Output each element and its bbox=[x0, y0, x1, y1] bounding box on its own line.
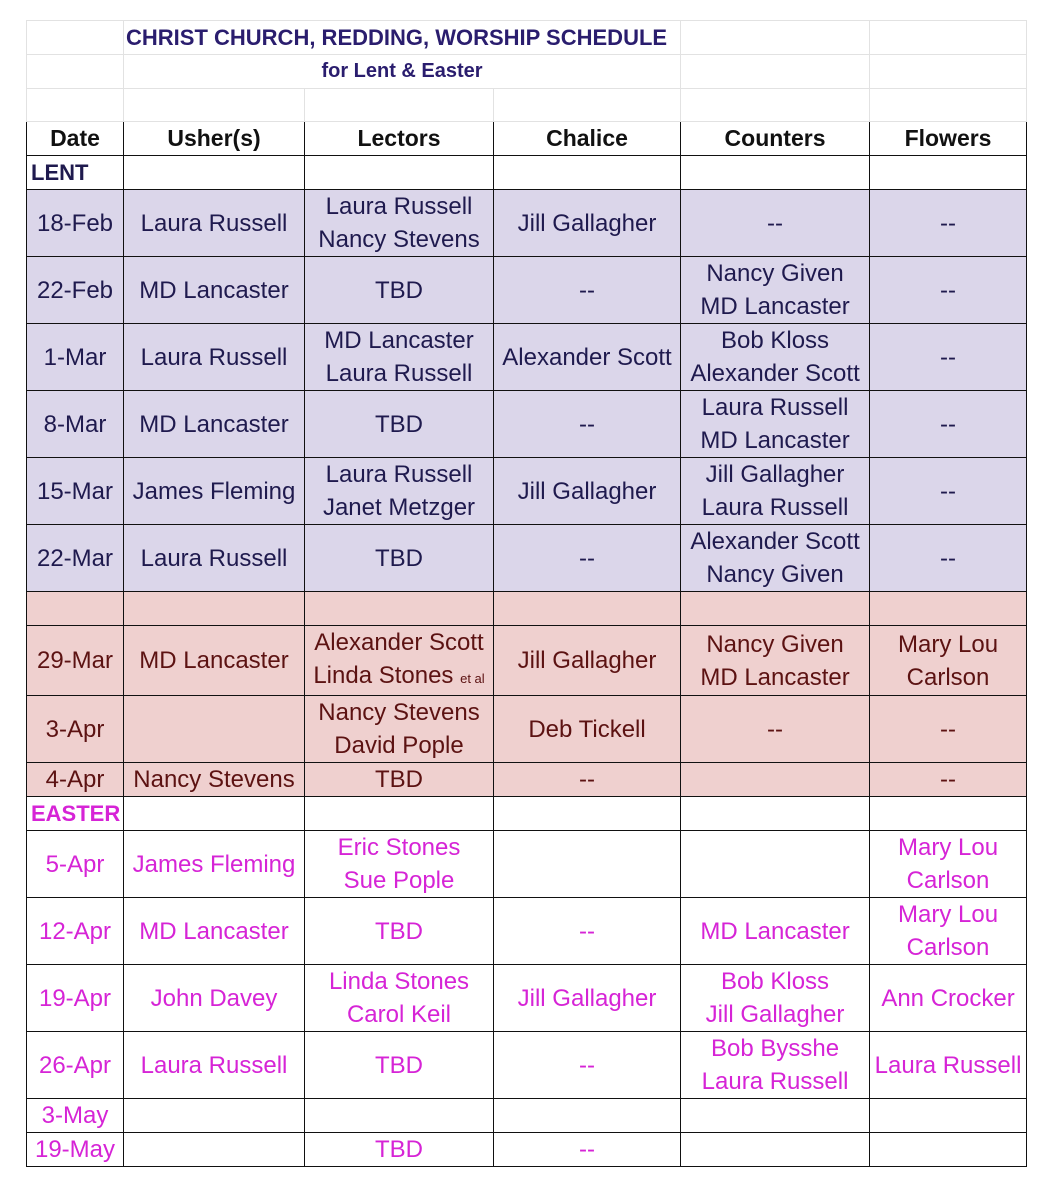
page-subtitle: for Lent & Easter bbox=[124, 55, 681, 89]
flowers-name-text: -- bbox=[940, 477, 957, 505]
cell-lectors bbox=[305, 898, 494, 965]
lectors-name bbox=[305, 915, 493, 948]
flowers-name-text: -- bbox=[940, 209, 957, 237]
cell-chalice: -- bbox=[494, 1133, 681, 1167]
cell-counters bbox=[681, 1133, 870, 1167]
cell-flowers bbox=[870, 763, 1027, 797]
table-row bbox=[27, 391, 1027, 458]
counters-name-text: Bob Bysshe bbox=[710, 1035, 840, 1062]
lectors-name-text: Nancy Stevens bbox=[318, 699, 480, 726]
section-label: EASTER bbox=[27, 797, 124, 831]
spacer-row bbox=[27, 592, 1027, 626]
cell-lectors bbox=[305, 696, 494, 763]
empty-cell bbox=[27, 21, 124, 55]
cell-date: 18-Feb bbox=[27, 190, 124, 257]
cell-date: 19-Apr bbox=[27, 965, 124, 1032]
cell-flowers bbox=[870, 1032, 1027, 1099]
empty-cell bbox=[124, 797, 305, 831]
table-row bbox=[27, 763, 1027, 797]
counters-name bbox=[681, 998, 869, 1031]
empty-cell bbox=[124, 592, 305, 626]
cell-chalice: -- bbox=[494, 525, 681, 592]
counters-name bbox=[681, 391, 869, 424]
empty-cell bbox=[27, 55, 124, 89]
counters-name bbox=[681, 207, 869, 240]
cell-ushers: MD Lancaster bbox=[124, 391, 305, 458]
lectors-name bbox=[305, 1049, 493, 1082]
cell-counters bbox=[681, 257, 870, 324]
cell-flowers bbox=[870, 391, 1027, 458]
cell-flowers bbox=[870, 1099, 1027, 1133]
flowers-name-text: Carlson bbox=[906, 934, 990, 961]
lectors-name bbox=[305, 324, 493, 357]
counters-name-text: -- bbox=[767, 209, 784, 237]
empty-cell bbox=[305, 156, 494, 190]
cell-chalice: Jill Gallagher bbox=[494, 190, 681, 257]
cell-date: 1-Mar bbox=[27, 324, 124, 391]
cell-date: 22-Mar bbox=[27, 525, 124, 592]
cell-flowers bbox=[870, 190, 1027, 257]
lectors-name bbox=[305, 729, 493, 762]
lectors-name-text: Nancy Stevens bbox=[318, 226, 480, 253]
cell-flowers bbox=[870, 324, 1027, 391]
cell-date: 22-Feb bbox=[27, 257, 124, 324]
cell-ushers: James Fleming bbox=[124, 458, 305, 525]
lectors-name bbox=[305, 763, 493, 796]
cell-chalice: Jill Gallagher bbox=[494, 965, 681, 1032]
counters-name-text: MD Lancaster bbox=[700, 427, 850, 454]
lectors-name bbox=[305, 831, 493, 864]
cell-counters bbox=[681, 696, 870, 763]
flowers-name bbox=[870, 408, 1026, 441]
empty-cell bbox=[124, 156, 305, 190]
cell-flowers bbox=[870, 458, 1027, 525]
counters-name bbox=[681, 491, 869, 524]
cell-counters bbox=[681, 626, 870, 696]
cell-ushers: Laura Russell bbox=[124, 525, 305, 592]
flowers-name-text: -- bbox=[940, 715, 957, 743]
cell-lectors bbox=[305, 525, 494, 592]
counters-name-text: Nancy Given bbox=[706, 260, 844, 287]
lectors-name-text: TBD bbox=[375, 276, 423, 304]
table-row bbox=[27, 965, 1027, 1032]
cell-ushers bbox=[124, 1099, 305, 1133]
table-row bbox=[27, 458, 1027, 525]
schedule-sheet bbox=[26, 20, 1026, 1167]
cell-lectors bbox=[305, 965, 494, 1032]
table-row bbox=[27, 324, 1027, 391]
empty-cell bbox=[494, 797, 681, 831]
lectors-name bbox=[305, 998, 493, 1031]
cell-chalice: Deb Tickell bbox=[494, 696, 681, 763]
cell-chalice bbox=[494, 1099, 681, 1133]
lectors-name-text: TBD bbox=[375, 410, 423, 438]
lectors-name bbox=[305, 659, 493, 695]
flowers-name bbox=[870, 1049, 1026, 1082]
flowers-name bbox=[870, 628, 1026, 661]
lectors-name-text: Laura Russell bbox=[325, 193, 473, 220]
counters-name-text: Laura Russell bbox=[701, 494, 849, 521]
lectors-name bbox=[305, 696, 493, 729]
cell-date: 3-May bbox=[27, 1099, 124, 1133]
cell-lectors bbox=[305, 324, 494, 391]
empty-cell bbox=[681, 592, 870, 626]
lectors-name-text: Eric Stones bbox=[337, 834, 461, 861]
cell-chalice: Alexander Scott bbox=[494, 324, 681, 391]
cell-ushers: Laura Russell bbox=[124, 1032, 305, 1099]
cell-ushers bbox=[124, 696, 305, 763]
cell-counters bbox=[681, 898, 870, 965]
cell-flowers bbox=[870, 525, 1027, 592]
flowers-name-text: -- bbox=[940, 544, 957, 572]
lectors-name-text: TBD bbox=[375, 917, 423, 945]
cell-flowers bbox=[870, 831, 1027, 898]
empty-cell bbox=[494, 592, 681, 626]
counters-name-text: Jill Gallagher bbox=[705, 1001, 845, 1028]
column-header-lectors: Lectors bbox=[305, 122, 494, 156]
empty-cell bbox=[681, 89, 870, 122]
counters-name-text: Jill Gallagher bbox=[705, 461, 845, 488]
counters-name bbox=[681, 915, 869, 948]
flowers-name-text: -- bbox=[940, 766, 957, 793]
counters-name-text: Laura Russell bbox=[701, 394, 849, 421]
flowers-name-text: -- bbox=[940, 410, 957, 438]
empty-cell bbox=[681, 156, 870, 190]
lectors-name-text: David Pople bbox=[334, 732, 464, 759]
lectors-name-text: Linda Stones bbox=[313, 662, 454, 689]
empty-cell bbox=[494, 156, 681, 190]
flowers-name-text: -- bbox=[940, 276, 957, 304]
cell-lectors bbox=[305, 257, 494, 324]
cell-chalice: Jill Gallagher bbox=[494, 458, 681, 525]
flowers-name bbox=[870, 341, 1026, 374]
cell-date: 5-Apr bbox=[27, 831, 124, 898]
lectors-name-text: MD Lancaster bbox=[324, 327, 474, 354]
lectors-name bbox=[305, 408, 493, 441]
counters-name bbox=[681, 357, 869, 390]
counters-name bbox=[681, 424, 869, 457]
empty-cell bbox=[494, 89, 681, 122]
flowers-name bbox=[870, 207, 1026, 240]
flowers-name-text: Mary Lou bbox=[898, 901, 999, 928]
column-header-chalice: Chalice bbox=[494, 122, 681, 156]
flowers-name-text: Carlson bbox=[906, 867, 990, 894]
lectors-name bbox=[305, 491, 493, 524]
cell-lectors bbox=[305, 458, 494, 525]
counters-name-text: Bob Kloss bbox=[721, 968, 830, 995]
cell-lectors bbox=[305, 763, 494, 797]
cell-flowers bbox=[870, 1133, 1027, 1167]
empty-cell bbox=[124, 89, 305, 122]
counters-name bbox=[681, 713, 869, 746]
empty-cell bbox=[870, 592, 1027, 626]
empty-cell bbox=[870, 55, 1027, 89]
flowers-name bbox=[870, 542, 1026, 575]
counters-name bbox=[681, 558, 869, 591]
lectors-name bbox=[305, 223, 493, 256]
flowers-name bbox=[870, 864, 1026, 897]
column-header-flowers: Flowers bbox=[870, 122, 1027, 156]
cell-counters bbox=[681, 965, 870, 1032]
cell-lectors bbox=[305, 831, 494, 898]
cell-flowers bbox=[870, 696, 1027, 763]
flowers-name-text: Laura Russell bbox=[874, 1051, 1022, 1079]
cell-lectors bbox=[305, 391, 494, 458]
counters-name bbox=[681, 290, 869, 323]
empty-cell bbox=[681, 797, 870, 831]
cell-chalice: Jill Gallagher bbox=[494, 626, 681, 696]
counters-name bbox=[681, 458, 869, 491]
lectors-name-text: Laura Russell bbox=[325, 461, 473, 488]
cell-flowers bbox=[870, 626, 1027, 696]
column-header-counters: Counters bbox=[681, 122, 870, 156]
empty-cell bbox=[870, 21, 1027, 55]
counters-name bbox=[681, 628, 869, 661]
cell-ushers: Laura Russell bbox=[124, 324, 305, 391]
empty-cell bbox=[27, 89, 124, 122]
table-row bbox=[27, 1032, 1027, 1099]
flowers-name-text: Carlson bbox=[906, 663, 990, 691]
flowers-name bbox=[870, 661, 1026, 694]
lectors-name bbox=[305, 458, 493, 491]
cell-date: 15-Mar bbox=[27, 458, 124, 525]
cell-ushers: Nancy Stevens bbox=[124, 763, 305, 797]
flowers-name bbox=[870, 982, 1026, 1015]
lectors-name bbox=[305, 190, 493, 223]
schedule-grid bbox=[27, 122, 1027, 1167]
flowers-name-text: Mary Lou bbox=[898, 834, 999, 861]
counters-name-text: Laura Russell bbox=[701, 1068, 849, 1095]
cell-ushers: MD Lancaster bbox=[124, 626, 305, 696]
lectors-name-text: Alexander Scott bbox=[314, 629, 484, 656]
counters-name-text: Alexander Scott bbox=[690, 360, 860, 387]
cell-flowers bbox=[870, 257, 1027, 324]
cell-counters bbox=[681, 831, 870, 898]
flowers-name-text: Mary Lou bbox=[898, 630, 999, 658]
lectors-name-text: TBD bbox=[375, 1136, 423, 1163]
lectors-name bbox=[305, 864, 493, 897]
empty-cell bbox=[305, 592, 494, 626]
table-row bbox=[27, 831, 1027, 898]
counters-name-text: Alexander Scott bbox=[690, 528, 860, 555]
lectors-name-text: Janet Metzger bbox=[322, 494, 476, 521]
cell-counters bbox=[681, 1032, 870, 1099]
lectors-note: et al bbox=[460, 671, 485, 686]
counters-name-text: Nancy Given bbox=[706, 561, 844, 588]
cell-counters bbox=[681, 458, 870, 525]
cell-date: 12-Apr bbox=[27, 898, 124, 965]
flowers-name bbox=[870, 831, 1026, 864]
counters-name bbox=[681, 1032, 869, 1065]
cell-lectors bbox=[305, 190, 494, 257]
lectors-name bbox=[305, 1133, 493, 1166]
table-row bbox=[27, 696, 1027, 763]
page-title: CHRIST CHURCH, REDDING, WORSHIP SCHEDULE bbox=[124, 21, 681, 55]
cell-chalice bbox=[494, 831, 681, 898]
counters-name bbox=[681, 661, 869, 694]
counters-name-text: Nancy Given bbox=[706, 630, 844, 658]
cell-chalice: -- bbox=[494, 898, 681, 965]
empty-cell bbox=[27, 592, 124, 626]
cell-ushers: Laura Russell bbox=[124, 190, 305, 257]
column-header-date: Date bbox=[27, 122, 124, 156]
cell-date: 3-Apr bbox=[27, 696, 124, 763]
cell-chalice: -- bbox=[494, 763, 681, 797]
flowers-name bbox=[870, 898, 1026, 931]
cell-counters bbox=[681, 324, 870, 391]
table-row bbox=[27, 190, 1027, 257]
cell-counters bbox=[681, 525, 870, 592]
cell-chalice: -- bbox=[494, 257, 681, 324]
lectors-name bbox=[305, 357, 493, 390]
column-header-row bbox=[27, 122, 1027, 156]
table-row bbox=[27, 1133, 1027, 1167]
cell-ushers bbox=[124, 1133, 305, 1167]
cell-counters bbox=[681, 190, 870, 257]
flowers-name bbox=[870, 475, 1026, 508]
cell-counters bbox=[681, 1099, 870, 1133]
counters-name-text: MD Lancaster bbox=[700, 917, 850, 945]
cell-lectors bbox=[305, 1032, 494, 1099]
empty-cell bbox=[870, 156, 1027, 190]
counters-name-text: MD Lancaster bbox=[700, 663, 850, 691]
cell-date: 26-Apr bbox=[27, 1032, 124, 1099]
flowers-name bbox=[870, 274, 1026, 307]
flowers-name-text: Ann Crocker bbox=[881, 984, 1015, 1012]
cell-ushers: MD Lancaster bbox=[124, 257, 305, 324]
empty-cell bbox=[681, 21, 870, 55]
lectors-name-text: Linda Stones bbox=[328, 968, 470, 995]
section-label: LENT bbox=[27, 156, 124, 190]
flowers-name-text: -- bbox=[940, 343, 957, 371]
cell-date: 29-Mar bbox=[27, 626, 124, 696]
cell-counters bbox=[681, 763, 870, 797]
cell-date: 4-Apr bbox=[27, 763, 124, 797]
table-row bbox=[27, 257, 1027, 324]
lectors-name-text: TBD bbox=[375, 544, 423, 572]
counters-name bbox=[681, 965, 869, 998]
table-row bbox=[27, 898, 1027, 965]
table-row bbox=[27, 626, 1027, 696]
counters-name bbox=[681, 257, 869, 290]
counters-name-text: Bob Kloss bbox=[721, 327, 830, 354]
lectors-name-text: TBD bbox=[375, 1051, 423, 1079]
empty-cell bbox=[305, 89, 494, 122]
cell-lectors bbox=[305, 1133, 494, 1167]
cell-ushers: James Fleming bbox=[124, 831, 305, 898]
cell-ushers: John Davey bbox=[124, 965, 305, 1032]
empty-cell bbox=[305, 797, 494, 831]
lectors-name bbox=[305, 542, 493, 575]
section-row-easter bbox=[27, 797, 1027, 831]
cell-lectors bbox=[305, 1099, 494, 1133]
counters-name-text: MD Lancaster bbox=[700, 293, 850, 320]
lectors-name bbox=[305, 626, 493, 659]
lectors-name bbox=[305, 274, 493, 307]
schedule-table bbox=[26, 20, 1027, 1167]
counters-name-text: -- bbox=[767, 715, 784, 743]
cell-chalice: -- bbox=[494, 391, 681, 458]
lectors-name bbox=[305, 965, 493, 998]
cell-counters bbox=[681, 391, 870, 458]
flowers-name bbox=[870, 763, 1026, 796]
empty-cell bbox=[681, 55, 870, 89]
cell-date: 19-May bbox=[27, 1133, 124, 1167]
lectors-name-text: TBD bbox=[375, 766, 423, 793]
flowers-name bbox=[870, 931, 1026, 964]
empty-cell bbox=[870, 797, 1027, 831]
section-row-lent bbox=[27, 156, 1027, 190]
column-header-ushers: Usher(s) bbox=[124, 122, 305, 156]
table-row bbox=[27, 1099, 1027, 1133]
cell-flowers bbox=[870, 898, 1027, 965]
flowers-name bbox=[870, 713, 1026, 746]
cell-ushers: MD Lancaster bbox=[124, 898, 305, 965]
empty-cell bbox=[870, 89, 1027, 122]
cell-chalice: -- bbox=[494, 1032, 681, 1099]
lectors-name-text: Sue Pople bbox=[343, 867, 455, 894]
cell-flowers bbox=[870, 965, 1027, 1032]
cell-date: 8-Mar bbox=[27, 391, 124, 458]
counters-name bbox=[681, 525, 869, 558]
table-row bbox=[27, 525, 1027, 592]
cell-lectors bbox=[305, 626, 494, 696]
lectors-name-text: Laura Russell bbox=[325, 360, 473, 387]
counters-name bbox=[681, 324, 869, 357]
lectors-name-text: Carol Keil bbox=[346, 1001, 452, 1028]
counters-name bbox=[681, 1065, 869, 1098]
